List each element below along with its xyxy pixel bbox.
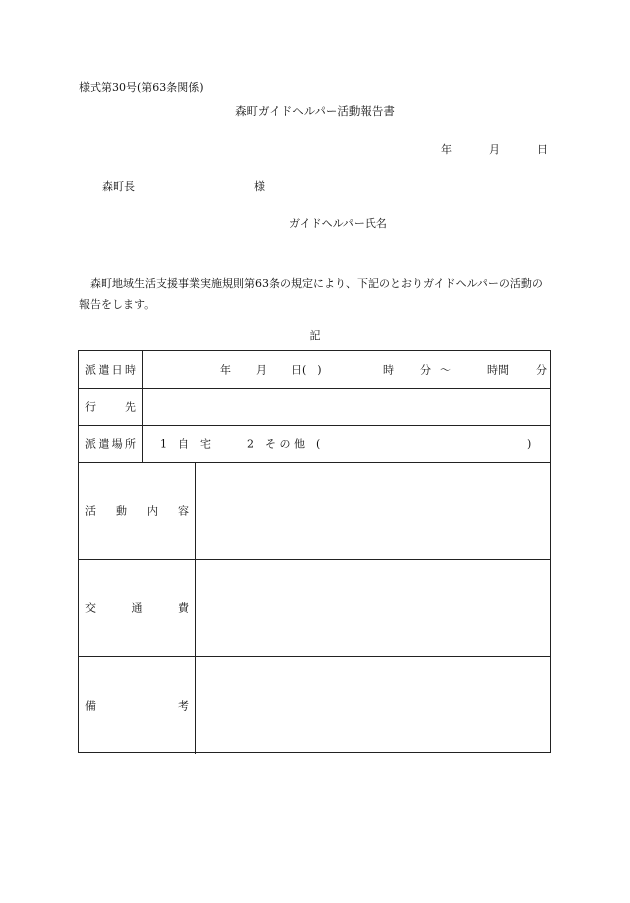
label-activity-details [79,463,196,559]
option-other-close-paren: ) [527,437,532,451]
label-char: 行 [85,400,96,414]
field-hours-label[interactable]: 時間 [487,363,509,376]
field-hour-label[interactable]: 時 [383,363,394,376]
range-tilde: 〜 [440,363,451,376]
label-char: 遣 [98,437,110,451]
label-char: 時 [124,363,136,376]
label-char: 先 [125,400,136,414]
date-line [441,144,548,155]
option-home[interactable]: 1 自 宅 [160,437,211,451]
option-other[interactable]: 2 そ の 他 ( [247,437,321,451]
row-destination[interactable] [79,389,550,426]
addressee-honorific: 様 [254,180,265,193]
label-transport-cost [79,560,196,656]
label-char: 内 [147,504,158,518]
label-remarks [79,657,196,754]
addressee-name: 森町長 [102,180,135,193]
label-char: 派 [85,437,96,451]
label-char: 通 [131,601,143,615]
label-dispatch-datetime [79,351,143,388]
row-activity-details[interactable] [79,463,550,560]
row-remarks[interactable] [79,657,550,754]
label-char: 遣 [98,363,110,376]
label-char: 交 [85,601,96,615]
label-dispatch-place [79,426,143,462]
label-destination [79,389,143,425]
form-number: 様式第30号(第63条関係) [79,81,204,94]
document-title: 森町ガイドヘルパー活動報告書 [235,104,395,118]
label-char: 考 [178,699,189,712]
date-month-label: 月 [489,143,500,156]
date-day-label: 日 [537,143,548,156]
label-char: 費 [178,601,189,615]
label-char: 場 [111,437,123,451]
signer-name-label: ガイドヘルパー氏名 [289,217,387,230]
label-char: 備 [85,699,96,712]
field-year-label[interactable]: 年 [220,363,231,376]
label-char: 派 [85,363,96,376]
report-table [78,350,551,753]
body-paragraph: 森町地域生活支援事業実施規則第63条の規定により、下記のとおりガイドヘルパーの活動の報告をします。 [79,277,543,311]
date-year-label: 年 [441,143,452,156]
row-transport-cost[interactable] [79,560,550,657]
ki-heading: 記 [309,329,321,342]
row-dispatch-place [79,426,550,463]
row-dispatch-datetime [79,351,550,389]
label-char: 活 [85,504,96,518]
field-minute-label[interactable]: 分 [420,363,431,376]
label-char: 日 [111,363,123,376]
field-month-label[interactable]: 月 [256,363,267,376]
field-day-weekday-label[interactable]: 日( ) [291,363,322,376]
label-char: 容 [178,504,189,518]
field-minutes-label[interactable]: 分 [536,363,547,376]
label-char: 動 [116,504,127,518]
label-char: 所 [124,437,136,451]
